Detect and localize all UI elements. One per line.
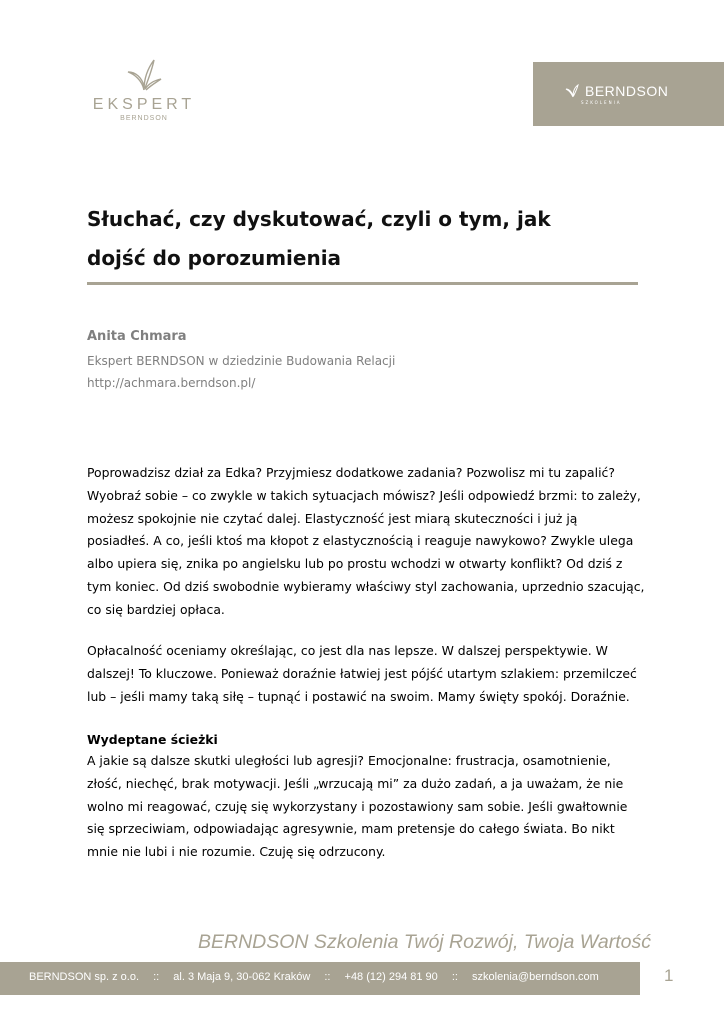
text-line: Opłacalność oceniamy określając, co jest dla nas lepsze. W dalszej perspektywie. W [87, 643, 608, 658]
footer-contact [29, 971, 599, 983]
text-line: wolno mi reagować, czuję się wykorzystany i pozostawiony sam sobie. Jeśli gwałtownie [87, 798, 628, 814]
footer-email[interactable]: szkolenia@berndson.com [472, 971, 599, 983]
leaf-icon [124, 58, 164, 92]
text-line: posiadłeś. A co, jeśli ktoś ma kłopot z elastycznością i reaguje nawykowo? Zwykle ulega [87, 533, 634, 549]
footer-phone: +48 (12) 294 81 90 [344, 971, 438, 983]
footer-separator: :: [451, 971, 458, 983]
text-line: A jakie są dalsze skutki uległości lub agresji? Emocjonalne: frustracja, osamotnienie, [87, 753, 611, 768]
footer-separator: :: [153, 971, 160, 983]
title-divider [87, 282, 638, 285]
footer-separator: :: [324, 971, 331, 983]
footer-slogan: BERNDSON Szkolenia Twój Rozwój, Twoja Wartość [198, 931, 651, 953]
text-line: dalszej! To kluczowe. Ponieważ doraźnie łatwiej jest pójść utartym szlakiem: przemilczeć [87, 665, 637, 681]
page-title [87, 200, 647, 278]
text-line: się sprzeciwiam, odpowiadając agresywnie, mam pretensje do całego świata. Bo nikt [87, 821, 615, 837]
footer-company: BERNDSON sp. z o.o. [29, 971, 140, 983]
berndson-logo-box [533, 62, 724, 126]
text-line: złość, niechęć, brak motywacji. Jeśli „wrzucają mi” za dużo zadań, a ja uważam, że nie [87, 775, 624, 791]
author-name: Anita Chmara [87, 329, 187, 344]
logo-right-sub: SZKOLENIA [581, 100, 622, 105]
author-url[interactable]: http://achmara.berndson.pl/ [87, 376, 256, 390]
footer-address: al. 3 Maja 9, 30-062 Kraków [173, 971, 311, 983]
ekspert-logo [88, 58, 200, 136]
title-line: dojść do porozumienia [87, 246, 342, 270]
footer-bar [0, 962, 640, 995]
logo-right-word: BERNDSON [585, 83, 669, 99]
leaf-icon [565, 84, 581, 98]
paragraph-2 [87, 640, 647, 708]
section-heading: Wydeptane ścieżki [87, 732, 218, 747]
text-line: Poprowadzisz dział za Edka? Przyjmiesz dodatkowe zadania? Pozwolisz mi tu zapalić? [87, 465, 615, 480]
title-line: Słuchać, czy dyskutować, czyli o tym, jak [87, 207, 551, 231]
text-line: mnie nie lubi i nie rozumie. Czuję się odrzucony. [87, 844, 386, 860]
logo-left-sub: BERNDSON [120, 115, 168, 122]
text-line: albo upiera się, znika po angielsku lub po prostu wchodzi w otwarty konflikt? Od dziś z [87, 556, 623, 572]
author-role: Ekspert BERNDSON w dziedzinie Budowania Relacji [87, 354, 396, 368]
text-line: możesz spokojnie nie czytać dalej. Elastyczność jest miarą skuteczności i już ją [87, 510, 578, 526]
text-line: Wyobraź sobie – co zwykle w takich sytuacjach mówisz? Jeśli odpowiedź brzmi: to zależy, [87, 487, 641, 503]
logo-left-word: EKSPERT [92, 96, 196, 113]
page-number: 1 [664, 966, 674, 985]
text-line: tym koniec. Od dziś swobodnie wybieramy właściwy styl zachowania, uprzednio szacując, [87, 578, 645, 594]
paragraph-1 [87, 462, 647, 622]
text-line: co się bardziej opłaca. [87, 601, 225, 617]
text-line: lub – jeśli mamy taką siłę – tupnąć i postawić na swoim. Mamy święty spokój. Doraźnie. [87, 688, 630, 704]
paragraph-3 [87, 750, 647, 864]
